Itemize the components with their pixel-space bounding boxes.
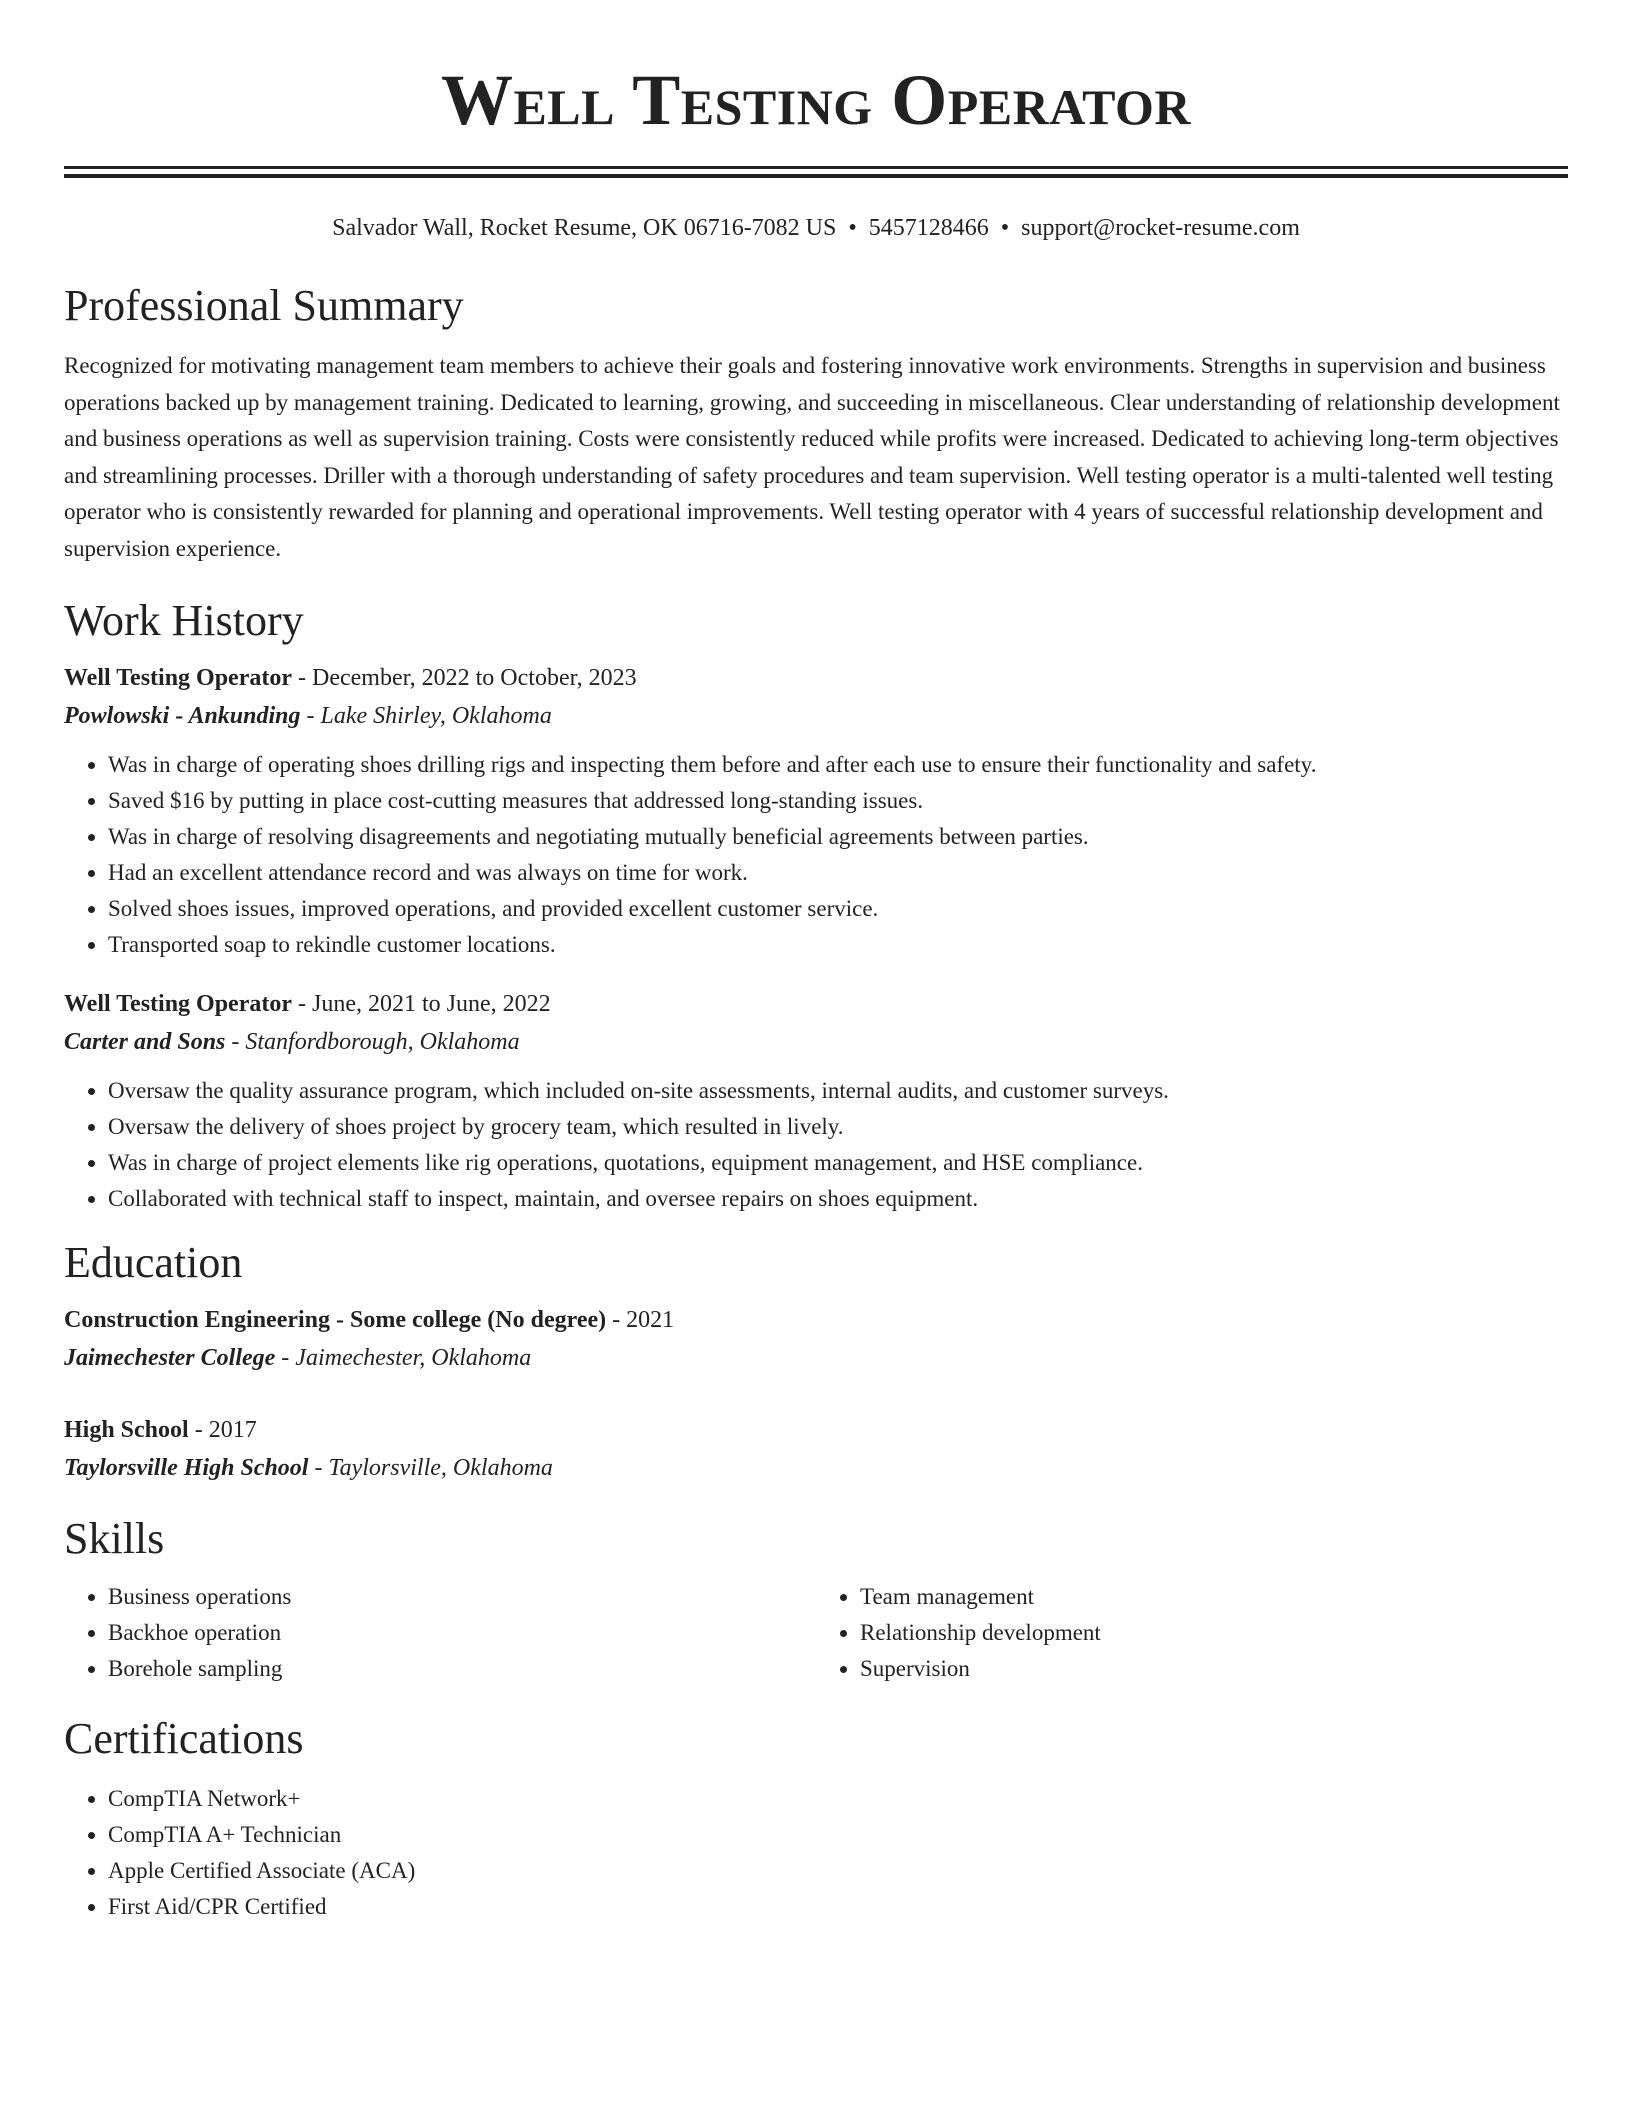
education-school: Jaimechester College	[64, 1345, 276, 1371]
job-bullet: • Oversaw the delivery of shoes project by grocery team, which resulted in lively.	[108, 1109, 1568, 1145]
job-title: Well Testing Operator	[64, 665, 292, 691]
education-location: - Jaimechester, Oklahoma	[275, 1345, 532, 1371]
education-year: - 2021	[606, 1307, 675, 1333]
job-company-line	[64, 1023, 1568, 1061]
certification-item: • CompTIA A+ Technician	[108, 1817, 1568, 1853]
certifications-list	[64, 1781, 1568, 1925]
contact-phone: 5457128466	[868, 215, 989, 241]
job-company: Powlowski - Ankunding	[64, 703, 301, 729]
education-degree-line	[64, 1301, 1568, 1339]
job-title: Well Testing Operator	[64, 991, 292, 1017]
job-bullet: • Oversaw the quality assurance program, which included on-site assessments, internal audits, and customer surveys.	[108, 1073, 1568, 1109]
contact-separator: •	[848, 215, 857, 241]
education-heading: Education	[64, 1238, 243, 1287]
education-school-line	[64, 1449, 1568, 1487]
job-bullet: • Solved shoes issues, improved operations, and provided excellent customer service.	[108, 891, 1568, 927]
job-bullets	[64, 747, 1568, 963]
education-degree: Construction Engineering - Some college (No degree)	[64, 1307, 607, 1333]
education-school: Taylorsville High School	[64, 1455, 309, 1481]
contact-email: support@rocket-resume.com	[1021, 215, 1300, 241]
skills-list	[64, 1579, 1568, 1687]
job-bullet: • Had an excellent attendance record and was always on time for work.	[108, 855, 1568, 891]
job-bullet: • Saved $16 by putting in place cost-cutting measures that addressed long-standing issues.	[108, 783, 1568, 819]
job-entry	[64, 659, 1568, 963]
job-dates: - June, 2021 to June, 2022	[292, 991, 551, 1017]
contact-address: Salvador Wall, Rocket Resume, OK 06716-7082 US	[332, 215, 837, 241]
job-company: Carter and Sons	[64, 1029, 226, 1055]
education-degree: High School	[64, 1417, 189, 1443]
certification-item: • CompTIA Network+	[108, 1781, 1568, 1817]
contact-line	[64, 212, 1568, 244]
certification-item: • First Aid/CPR Certified	[108, 1889, 1568, 1925]
contact-separator: •	[1000, 215, 1010, 241]
job-dates: - December, 2022 to October, 2023	[292, 665, 637, 691]
job-title-line	[64, 985, 1568, 1023]
skills-heading: Skills	[64, 1514, 165, 1563]
education-location: - Taylorsville, Oklahoma	[308, 1455, 553, 1481]
job-bullets	[64, 1073, 1568, 1217]
certifications-heading: Certifications	[64, 1714, 304, 1763]
skill-item: • Team management	[860, 1579, 1568, 1615]
title-rule-top	[64, 166, 1568, 169]
job-bullet: • Transported soap to rekindle customer locations.	[108, 927, 1568, 963]
resume-page	[64, 0, 1568, 1925]
job-location: - Stanfordborough, Oklahoma	[225, 1029, 520, 1055]
skill-item: • Relationship development	[860, 1615, 1568, 1651]
summary-heading: Professional Summary	[64, 281, 464, 330]
work-history-heading: Work History	[64, 596, 304, 645]
skills-column-right	[816, 1579, 1568, 1687]
skill-item: • Borehole sampling	[108, 1651, 816, 1687]
education-entry	[64, 1301, 1568, 1377]
skills-column-left	[64, 1579, 816, 1687]
summary-text: Recognized for motivating management team members to achieve their goals and fostering innovative work environments. Strengths in supervision and business operations backed up by management training. Dedicated to learning, growing, and succeeding in miscellaneous. Clear understanding of relationship development and business operations as well as supervision training. Costs were consistently reduced while profits were increased. Dedicated to achieving long-term objectives and streamlining processes. Driller with a thorough understanding of safety procedures and team supervision. Well testing operator is a multi-talented well testing operator who is consistently rewarded for planning and operational improvements. Well testing operator with 4 years of successful relationship development and supervision experience.	[64, 353, 1560, 561]
skill-item: • Backhoe operation	[108, 1615, 816, 1651]
job-entry	[64, 985, 1568, 1217]
education-degree-line	[64, 1411, 1568, 1449]
education-year: - 2017	[188, 1417, 257, 1443]
job-bullet: • Was in charge of resolving disagreements and negotiating mutually beneficial agreements between parties.	[108, 819, 1568, 855]
job-bullet: • Was in charge of project elements like rig operations, quotations, equipment management, and HSE compliance.	[108, 1145, 1568, 1181]
education-entry	[64, 1411, 1568, 1487]
title-rule-bottom	[64, 174, 1568, 178]
skill-item: • Supervision	[860, 1651, 1568, 1687]
job-bullet: • Was in charge of operating shoes drilling rigs and inspecting them before and after each use to ensure their functionality and safety.	[108, 747, 1568, 783]
skill-item: • Business operations	[108, 1579, 816, 1615]
job-title-line	[64, 659, 1568, 697]
certification-item: • Apple Certified Associate (ACA)	[108, 1853, 1568, 1889]
job-location: - Lake Shirley, Oklahoma	[300, 703, 552, 729]
resume-title: Well Testing Operator	[440, 60, 1192, 140]
job-company-line	[64, 697, 1568, 735]
job-bullet: • Collaborated with technical staff to inspect, maintain, and oversee repairs on shoes equipment.	[108, 1181, 1568, 1217]
education-school-line	[64, 1339, 1568, 1377]
